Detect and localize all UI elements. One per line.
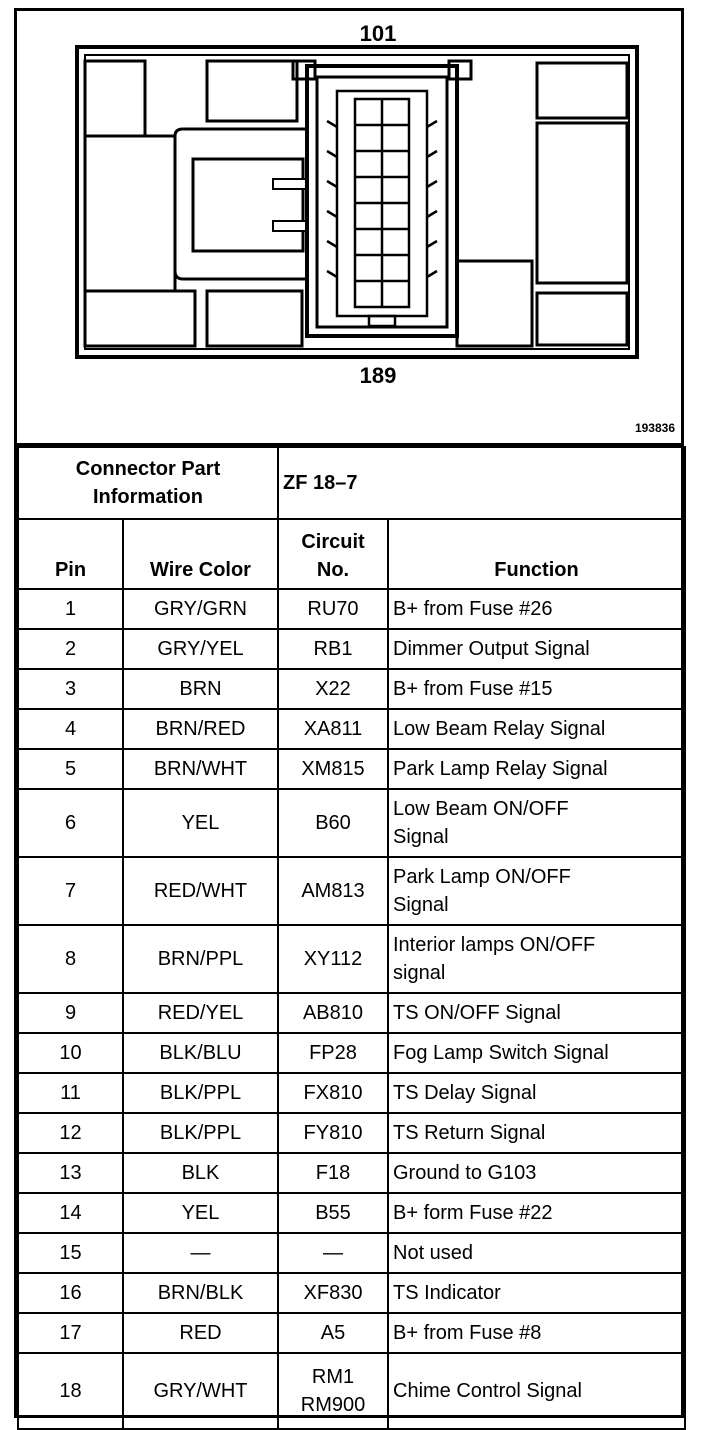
- function-line1: TS Indicator: [393, 1282, 501, 1304]
- function-cell: [388, 1073, 685, 1113]
- pin-cell: 1: [18, 589, 123, 629]
- table-row: [18, 709, 685, 749]
- function-line1: Low Beam ON/OFF: [393, 798, 569, 820]
- function-line1: TS Return Signal: [393, 1122, 546, 1144]
- function-line1: Fog Lamp Switch Signal: [393, 1042, 609, 1064]
- wire-cell: BLK/BLU: [123, 1033, 278, 1073]
- function-cell: [388, 749, 685, 789]
- circuit-cell: —: [278, 1233, 388, 1273]
- connector-info-row: [18, 447, 685, 519]
- table-row: [18, 857, 685, 925]
- function-cell: Chime Control Signal: [388, 1353, 685, 1429]
- table-row: [18, 749, 685, 789]
- circuit-cell: FX810: [278, 1073, 388, 1113]
- connector-info-label-line1: Connector Part: [75, 458, 221, 480]
- table-row: [18, 669, 685, 709]
- wire-cell: BRN/BLK: [123, 1273, 278, 1313]
- pin-cell: 3: [18, 669, 123, 709]
- wire-cell: GRY/YEL: [123, 629, 278, 669]
- connector-label-bottom: 189: [359, 363, 397, 388]
- function-cell: [388, 1193, 685, 1233]
- function-cell: [388, 993, 685, 1033]
- function-cell: [388, 589, 685, 629]
- circuit-cell: X22: [278, 669, 388, 709]
- table-row: [18, 1193, 685, 1233]
- function-cell: [388, 1033, 685, 1073]
- circuit-cell: XM815: [278, 749, 388, 789]
- circuit-cell: XF830: [278, 1273, 388, 1313]
- circuit-cell: XA811: [278, 709, 388, 749]
- wire-cell: GRY/GRN: [123, 589, 278, 629]
- table-row: [18, 1073, 685, 1113]
- wire-cell: BRN/WHT: [123, 749, 278, 789]
- wire-cell: BLK/PPL: [123, 1073, 278, 1113]
- function-cell: [388, 669, 685, 709]
- header-circuit-line2: No.: [316, 559, 350, 581]
- wire-cell: BRN/RED: [123, 709, 278, 749]
- pin-cell: 12: [18, 1113, 123, 1153]
- pin-cell: 10: [18, 1033, 123, 1073]
- header-function: Function: [388, 519, 685, 589]
- function-line1: Low Beam Relay Signal: [393, 718, 606, 740]
- table-row: [18, 629, 685, 669]
- pin-cell: 7: [18, 857, 123, 925]
- function-line1: Ground to G103: [393, 1162, 537, 1184]
- circuit-cell: AM813: [278, 857, 388, 925]
- function-cell: [388, 1113, 685, 1153]
- function-cell: [388, 1273, 685, 1313]
- wire-cell: YEL: [123, 789, 278, 857]
- table-row: [18, 925, 685, 993]
- circuit-cell: RU70: [278, 589, 388, 629]
- table-row: [18, 1153, 685, 1193]
- function-line2: Signal: [393, 826, 449, 848]
- function-line1: B+ from Fuse #8: [393, 1322, 542, 1344]
- function-line1: Park Lamp Relay Signal: [393, 758, 608, 780]
- connector-sheet: [14, 8, 684, 1418]
- circuit-line1: RM1: [311, 1366, 355, 1388]
- header-circuit: [278, 519, 388, 589]
- header-pin: Pin: [18, 519, 123, 589]
- pin-cell: 6: [18, 789, 123, 857]
- pin-cell: 9: [18, 993, 123, 1033]
- wire-cell: YEL: [123, 1193, 278, 1233]
- pin-cell: 11: [18, 1073, 123, 1113]
- pin-cell: 15: [18, 1233, 123, 1273]
- function-line1: Park Lamp ON/OFF: [393, 866, 571, 888]
- table-row: [18, 1113, 685, 1153]
- wire-cell: BLK/PPL: [123, 1113, 278, 1153]
- pin-cell: 8: [18, 925, 123, 993]
- function-cell: [388, 629, 685, 669]
- header-circuit-line1: Circuit: [301, 531, 365, 553]
- pin-cell: 14: [18, 1193, 123, 1233]
- function-cell: [388, 857, 685, 925]
- function-line1: Interior lamps ON/OFF: [393, 934, 596, 956]
- wire-cell: —: [123, 1233, 278, 1273]
- circuit-line2: RM900: [300, 1394, 366, 1416]
- circuit-cell: AB810: [278, 993, 388, 1033]
- pin-cell: 5: [18, 749, 123, 789]
- header-wire-color: Wire Color: [123, 519, 278, 589]
- function-line1: B+ from Fuse #15: [393, 678, 553, 700]
- wire-cell: RED: [123, 1313, 278, 1353]
- function-cell: [388, 1233, 685, 1273]
- table-header-row: [18, 519, 685, 589]
- table-body: [18, 589, 685, 1353]
- circuit-cell: RB1: [278, 629, 388, 669]
- circuit-cell: B55: [278, 1193, 388, 1233]
- function-line1: TS ON/OFF Signal: [393, 1002, 561, 1024]
- table-row: [18, 589, 685, 629]
- wire-cell: RED/WHT: [123, 857, 278, 925]
- pin-cell: 13: [18, 1153, 123, 1193]
- table-row: [18, 1353, 685, 1429]
- table-row: [18, 1313, 685, 1353]
- table-row: [18, 993, 685, 1033]
- table-row: [18, 789, 685, 857]
- function-line1: TS Delay Signal: [393, 1082, 537, 1104]
- function-cell: [388, 709, 685, 749]
- pin-cell: 16: [18, 1273, 123, 1313]
- pin-cell: 18: [18, 1353, 123, 1429]
- circuit-cell: [278, 1353, 388, 1429]
- pin-cell: 2: [18, 629, 123, 669]
- table-row: [18, 1033, 685, 1073]
- connector-figure: [17, 11, 681, 446]
- function-line1: Not used: [393, 1242, 474, 1264]
- wire-cell: RED/YEL: [123, 993, 278, 1033]
- circuit-cell: FP28: [278, 1033, 388, 1073]
- function-cell: [388, 789, 685, 857]
- wire-cell: BRN: [123, 669, 278, 709]
- function-line1: B+ from Fuse #26: [393, 598, 553, 620]
- pin-cell: 4: [18, 709, 123, 749]
- table-row: [18, 1273, 685, 1313]
- function-cell: [388, 1313, 685, 1353]
- wire-cell: BRN/PPL: [123, 925, 278, 993]
- function-cell: [388, 1153, 685, 1193]
- function-line2: signal: [393, 962, 446, 984]
- connector-info-value: ZF 18–7: [278, 447, 685, 519]
- wire-cell: GRY/WHT: [123, 1353, 278, 1429]
- table-row: [18, 1233, 685, 1273]
- wire-cell: BLK: [123, 1153, 278, 1193]
- connector-info-label-line2: Information: [93, 486, 203, 508]
- circuit-cell: XY112: [278, 925, 388, 993]
- connector-info-label: [18, 447, 278, 519]
- function-cell: [388, 925, 685, 993]
- circuit-cell: FY810: [278, 1113, 388, 1153]
- pin-cell: 17: [18, 1313, 123, 1353]
- figure-id: 193836: [634, 421, 675, 435]
- circuit-cell: B60: [278, 789, 388, 857]
- circuit-cell: A5: [278, 1313, 388, 1353]
- function-line2: Signal: [393, 894, 449, 916]
- circuit-cell: F18: [278, 1153, 388, 1193]
- function-line1: Dimmer Output Signal: [393, 638, 590, 660]
- function-line1: B+ form Fuse #22: [393, 1202, 553, 1224]
- connector-label-top: 101: [359, 21, 397, 46]
- pinout-table: [17, 446, 686, 1430]
